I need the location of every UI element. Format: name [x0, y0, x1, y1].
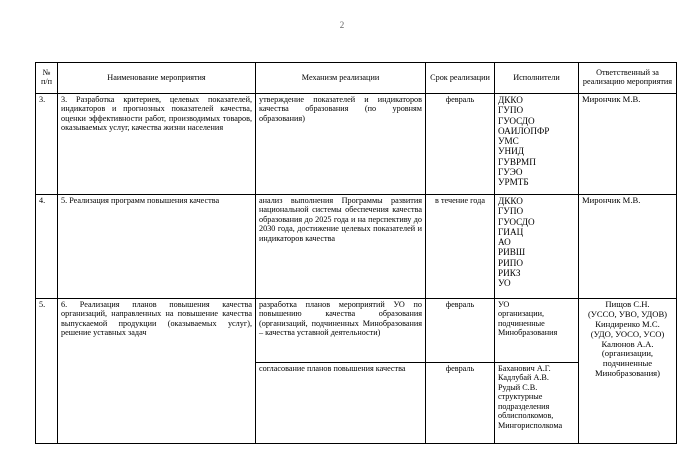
header-name: Наименование мероприятия: [58, 63, 256, 94]
executor: облисполкомов,: [498, 411, 554, 421]
executor: УРМТБ: [498, 177, 529, 188]
executor: ГУЭО: [498, 167, 523, 178]
header-mechanism: Механизм реализации: [256, 63, 426, 94]
mechanism: анализ выполнения Программы развития национальной системы обеспечения качества образования до 2025 года и на перспективу до 2030 года, достижение целевых показателей и индикаторов качества: [256, 195, 426, 299]
executor: ДККО: [498, 196, 523, 206]
executor: ГУВРМП: [498, 156, 536, 167]
deadline: февраль: [426, 94, 495, 195]
row-num: 3.: [36, 94, 58, 195]
responsible-line: Минобразования): [594, 368, 661, 379]
executor: Кадлубай А.В.: [498, 373, 549, 383]
responsible-line: подчиненные: [602, 358, 653, 369]
table-row: [36, 94, 677, 195]
executors-list: [495, 94, 579, 195]
executor: ГУОСДО: [498, 216, 535, 227]
executor: структурные: [498, 392, 543, 402]
executor: подчиненные: [498, 318, 545, 328]
page-number: 2: [339, 20, 345, 30]
responsible-line: Киндиренко М.С.: [595, 318, 660, 329]
deadline: в течение года: [426, 195, 495, 299]
executor: ОАИЛОПФР: [498, 125, 550, 136]
responsible: Мирончик М.В.: [579, 94, 677, 195]
responsible: Мирончик М.В.: [579, 195, 677, 299]
mechanism: разработка планов мероприятий УО по повышению качества образования (организаций, подчиненных Минобразования – качества уставной деятельности): [256, 299, 426, 363]
executor: Мингорисполкома: [498, 420, 563, 430]
executor: ГУОСДО: [498, 115, 535, 126]
table-row: [36, 299, 677, 363]
executor: Минобразования: [498, 328, 558, 338]
executors-list: [495, 363, 579, 444]
executor: Баханович А.Г.: [498, 364, 551, 373]
responsible-line: (УССО, УВО, УДОВ): [587, 308, 668, 319]
header-responsible: Ответственный за реализацию мероприятия: [579, 63, 677, 94]
executor: УМС: [498, 136, 519, 147]
mechanism: утверждение показателей и индикаторов качества образования (по уровням образования): [256, 94, 426, 195]
measures-table: [35, 62, 677, 444]
table-header-row: [36, 63, 677, 94]
header-deadline: Срок реализации: [426, 63, 495, 94]
row-num: 5.: [36, 299, 58, 444]
responsible-line: (организации,: [601, 348, 654, 359]
deadline: февраль: [426, 363, 495, 444]
executor: АО: [498, 237, 511, 248]
executor: УО: [498, 300, 510, 309]
executor: РИКЗ: [498, 268, 521, 279]
mechanism: согласование планов повышения качества: [256, 363, 426, 444]
executor: ГУПО: [498, 206, 524, 217]
responsible: [579, 299, 677, 444]
executor: РИПО: [498, 257, 524, 268]
header-executors: Исполнители: [495, 63, 579, 94]
table-row: [36, 195, 677, 299]
responsible-line: Пищов С.Н.: [605, 299, 650, 309]
executor: РИВШ: [498, 247, 526, 258]
measure-name: 3. Разработка критериев, целевых показателей, индикаторов и прогнозных показателей качества, оценки эффективности работ, производимых товаров, оказываемых услуг, качества жизни населения: [58, 94, 256, 195]
executor: ГИАЦ: [498, 226, 524, 237]
executor: УО: [498, 278, 511, 289]
executor: ДККО: [498, 95, 523, 105]
executor: ГУПО: [498, 105, 524, 116]
responsible-line: (УДО, УОСО, УСО): [590, 328, 665, 339]
executor: организации,: [498, 309, 545, 319]
executor: Рудый С.В.: [498, 382, 538, 392]
executor: УНИД: [498, 146, 525, 157]
executors-list: [495, 195, 579, 299]
header-num: № п/п: [36, 63, 58, 94]
executors-list: [495, 299, 579, 363]
measure-name: 5. Реализация программ повышения качества: [58, 195, 256, 299]
measure-name: 6. Реализация планов повышения качества организаций, направленных на повышение качества выпускаемой продукции (оказываемых услуг), решение уставных задач: [58, 299, 256, 444]
executor: подразделения: [498, 401, 550, 411]
responsible-line: Калюнов А.А.: [601, 338, 654, 349]
deadline: февраль: [426, 299, 495, 363]
row-num: 4.: [36, 195, 58, 299]
